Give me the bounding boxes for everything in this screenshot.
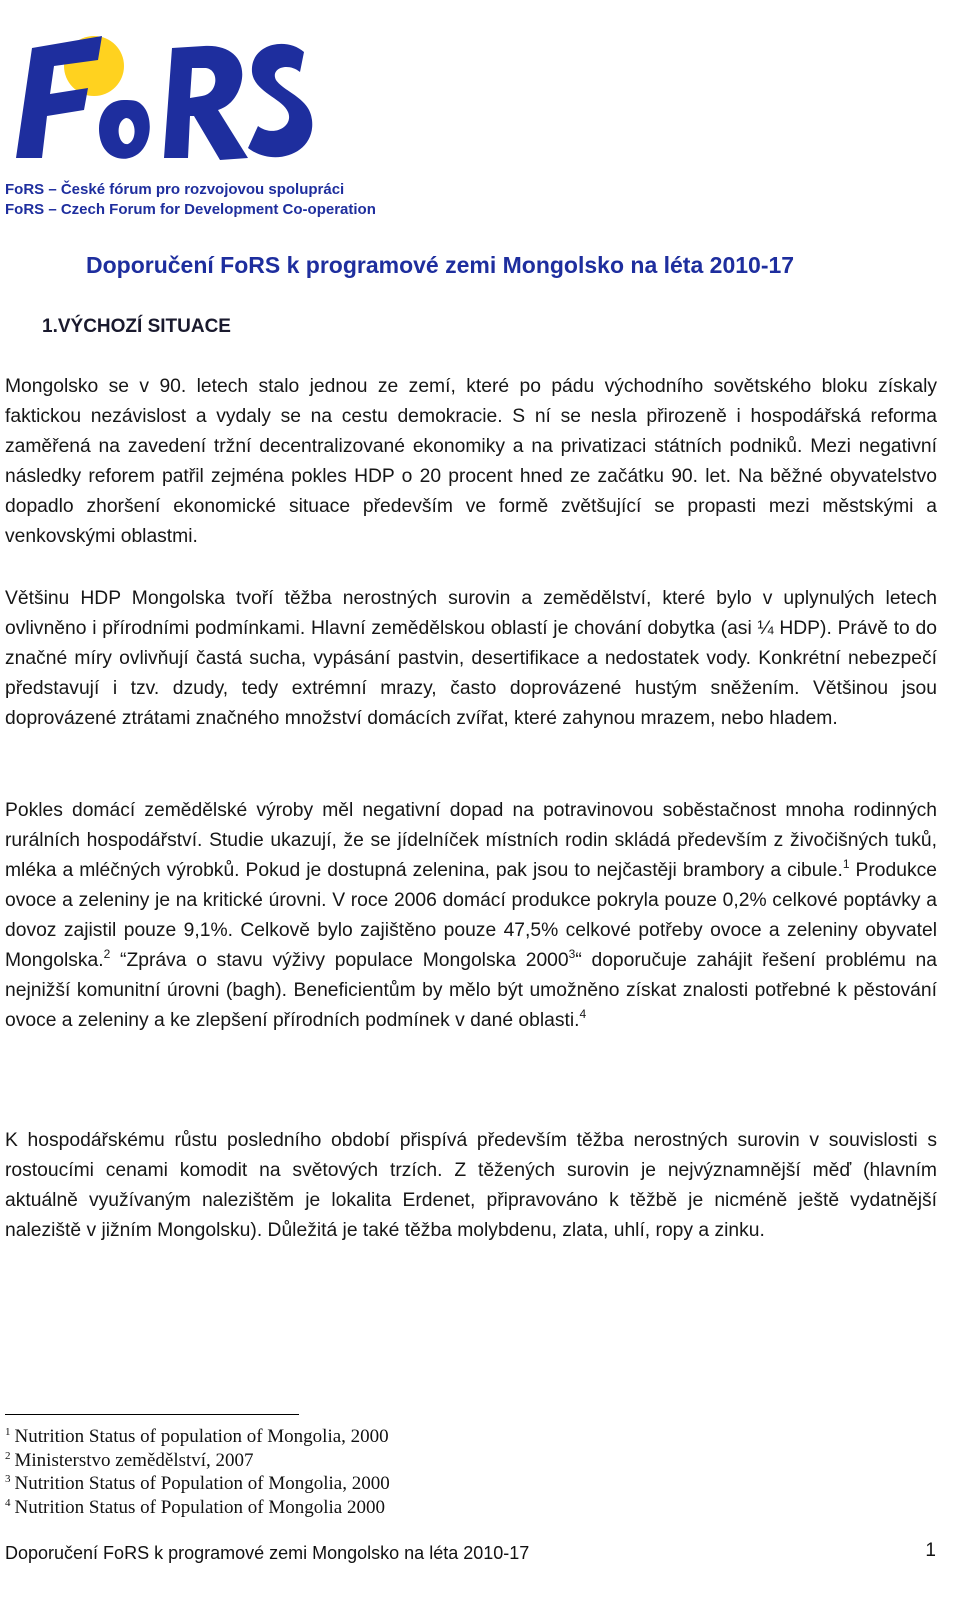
section-title: VÝCHOZÍ SITUACE bbox=[57, 316, 231, 337]
paragraph-2 bbox=[5, 584, 937, 734]
paragraph-3 bbox=[5, 796, 937, 1036]
document-title: Doporučení FoRS k programové zemi Mongolsko na léta 2010-17 bbox=[86, 252, 795, 278]
footnote-text: Nutrition Status of population of Mongolia, 2000 bbox=[14, 1426, 389, 1447]
footnote-text: Nutrition Status of Population of Mongolia, 2000 bbox=[14, 1473, 390, 1494]
paragraph-4-text: K hospodářskému růstu posledního období přispívá především těžba nerostných surovin v souvislosti s rostoucími cenami komodit na světových trzích. Z těžených surovin je nejvýznamnější měď (hlavním aktuálně využívaným nalezištěm je lokalita Erdenet, připravováno k těžbě je nicméně ještě vydatnější naleziště v jižním Mongolsku). Důležitá je také těžba molybdenu, zlata, uhlí, ropy a zinku. bbox=[5, 1130, 937, 1241]
footnote-item bbox=[5, 1496, 390, 1520]
logo-letter-r bbox=[164, 46, 248, 160]
footnote-number: 1 bbox=[5, 1426, 11, 1438]
footnote-ref-2[interactable]: 2 bbox=[103, 947, 111, 961]
footnotes bbox=[5, 1425, 390, 1519]
logo-letter-o bbox=[99, 100, 150, 159]
paragraph-2-text: Většinu HDP Mongolska tvoří těžba nerostných surovin a zemědělství, které bylo v uplynulých letech ovlivněno i přírodními podmínkami. Hlavní zemědělskou oblastí je chování dobytka (asi ¼ HDP). Právě to do značné míry ovlivňují častá sucha, vypásání pastvin, desertifikace a nedostatek vody. Konkrétní nebezpečí představují i tzv. dzudy, tedy extrémní mrazy, často doprovázené hustým sněžením. Většinou jsou doprovázené ztrátami značného množství domácích zvířat, které zahynou mrazem, nebo hladem. bbox=[5, 588, 937, 729]
footnote-item bbox=[5, 1449, 390, 1473]
org-name-english: FoRS – Czech Forum for Development Co-operation bbox=[5, 201, 376, 218]
paragraph-3-part-c: “Zpráva o stavu výživy populace Mongolska 2000 bbox=[110, 950, 569, 971]
paragraph-4 bbox=[5, 1126, 937, 1246]
org-name-czech: FoRS – České fórum pro rozvojovou spolupráci bbox=[5, 181, 345, 198]
footnote-ref-3[interactable]: 3 bbox=[568, 947, 576, 961]
fors-logo-graphic bbox=[4, 8, 316, 173]
paragraph-3-part-d: “ doporučuje zahájit řešení problému na nejnižší komunitní úrovni (bagh). Beneficientům by mělo být umožněno získat znalosti potřebné k pěstování ovoce a zeleniny a ke zlepšení přírodních podmínek v dané oblasti. bbox=[5, 950, 937, 1031]
page-number: 1 bbox=[925, 1540, 936, 1561]
page-footer-title: Doporučení FoRS k programové zemi Mongolsko na léta 2010-17 bbox=[5, 1543, 530, 1563]
paragraph-1 bbox=[5, 372, 937, 552]
footnote-text: Nutrition Status of Population of Mongolia 2000 bbox=[14, 1496, 385, 1518]
paragraph-3-part-b: Produkce ovoce a zeleniny je na kritické úrovni. V roce 2006 domácí produkce pokryla pouze 0,2% celkové poptávky a dovoz zajistil pouze 9,1%. Celkově bylo zajištěno pouze 47,5% celkové potřeby ovoce a zeleniny obyvatel Mongolska. bbox=[5, 860, 937, 971]
footnote-number: 2 bbox=[5, 1449, 11, 1462]
section-number: 1. bbox=[42, 316, 58, 337]
footnote-ref-1[interactable]: 1 bbox=[842, 857, 850, 871]
footnote-separator bbox=[5, 1414, 299, 1415]
fors-logo bbox=[4, 8, 316, 173]
footnote-number: 3 bbox=[5, 1473, 11, 1485]
paragraph-3-text bbox=[5, 796, 937, 1036]
logo-letter-s bbox=[248, 44, 312, 157]
footnote-item bbox=[5, 1425, 390, 1449]
footnote-text: Ministerstvo zemědělství, 2007 bbox=[14, 1449, 254, 1471]
paragraph-1-text: Mongolsko se v 90. letech stalo jednou ze zemí, které po pádu východního sovětského bloku získaly faktickou nezávislost a vydaly se na cestu demokracie. S ní se nesla přirozeně i hospodářská reforma zaměřená na zavedení tržní decentralizované ekonomiky a na privatizaci státních podniků. Mezi negativní následky reforem patřil zejména pokles HDP o 20 procent hned ze začátku 90. let. Na běžné obyvatelstvo dopadlo zhoršení ekonomické situace především ve formě zvětšující se propasti mezi městskými a venkovskými oblastmi. bbox=[5, 376, 937, 547]
footnote-ref-4[interactable]: 4 bbox=[579, 1007, 587, 1021]
footnote-item bbox=[5, 1472, 390, 1496]
footnote-number: 4 bbox=[5, 1496, 11, 1509]
logo-letter-f bbox=[16, 36, 102, 158]
paragraph-3-part-a: Pokles domácí zemědělské výroby měl negativní dopad na potravinovou soběstačnost mnoha rodinných rurálních hospodářství. Studie ukazují, že se jídelníček místních rodin skládá především z živočišných tuků, mléka a mléčných výrobků. Pokud je dostupná zelenina, pak jsou to nejčastěji brambory a cibule. bbox=[5, 800, 937, 881]
section-heading bbox=[42, 316, 231, 338]
